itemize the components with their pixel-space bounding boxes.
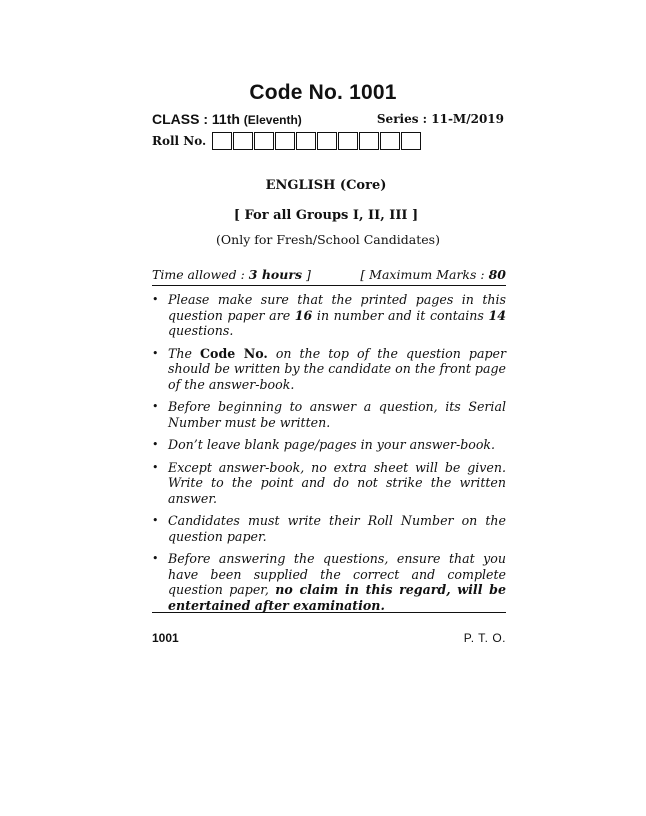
roll-number-box[interactable] (401, 132, 421, 150)
bullet-icon: • (152, 400, 159, 413)
marks-value: 80 (488, 267, 506, 282)
divider-top (152, 285, 506, 286)
instruction-text: Before beginning to answer a question, its Serial Number must be written. (168, 399, 506, 430)
subject-title: ENGLISH (Core) (265, 178, 387, 193)
roll-number-row (152, 131, 422, 151)
roll-number-box[interactable] (275, 132, 295, 150)
roll-number-box[interactable] (359, 132, 379, 150)
bullet-icon: • (152, 346, 159, 360)
instruction-emphasis: 14 (488, 307, 507, 323)
roll-number-box[interactable] (338, 132, 358, 150)
footer-code-number: 1001 (152, 631, 179, 645)
instruction-text: Before answering the questions, ensure that you have been supplied the correct and complete question paper, (168, 551, 506, 597)
divider-bottom (152, 612, 506, 613)
instruction-text: Except answer-book, no extra sheet will be given. Write to the point and do not strike the written answer. (168, 459, 506, 506)
maximum-marks: [ Maximum Marks : 80 (360, 267, 506, 282)
instruction-text: The (168, 345, 201, 361)
class-value: CLASS : 11th (152, 111, 240, 127)
instruction-emphasis: Code No. (200, 345, 268, 361)
instruction-text: questions. (168, 323, 234, 338)
candidates-note: (Only for Fresh/School Candidates) (216, 232, 440, 247)
instruction-item (152, 292, 506, 339)
instruction-emphasis: 16 (294, 307, 313, 323)
roll-number-box[interactable] (317, 132, 337, 150)
instruction-text: on the top of the question paper should be written by the candidate on the front page of the answer-book. (168, 345, 506, 392)
class-subtext: (Eleventh) (243, 113, 302, 127)
instruction-item (152, 460, 506, 507)
bullet-icon: • (152, 552, 159, 565)
bullet-icon: • (152, 293, 159, 306)
roll-number-boxes (212, 132, 422, 150)
instruction-text: Candidates must write their Roll Number on the question paper. (168, 513, 506, 544)
roll-number-box[interactable] (212, 132, 232, 150)
footer-pto: P. T. O. (463, 631, 506, 645)
code-number-title: Code No. 1001 (249, 81, 397, 104)
instructions-list (152, 292, 506, 620)
roll-number-box[interactable] (254, 132, 274, 150)
instruction-item (152, 513, 506, 544)
groups-line: [ For all Groups I, II, III ] (233, 208, 419, 223)
roll-number-box[interactable] (380, 132, 400, 150)
instruction-item (152, 551, 506, 613)
bullet-icon: • (152, 514, 159, 527)
roll-number-box[interactable] (296, 132, 316, 150)
instruction-text: in number and it contains (312, 307, 489, 323)
bullet-icon: • (152, 460, 159, 474)
time-marks-row (152, 267, 506, 282)
class-label (152, 111, 302, 127)
instruction-text: Please make sure that the printed pages in this question paper are (168, 292, 506, 323)
series-label: Series : 11-M/2019 (376, 112, 504, 126)
instruction-item (152, 346, 506, 393)
instruction-item (152, 399, 506, 430)
bullet-icon: • (152, 438, 159, 451)
instruction-item (152, 437, 506, 453)
time-allowed: Time allowed : 3 hours ] (152, 267, 311, 282)
time-value: 3 hours (248, 267, 302, 282)
roll-number-box[interactable] (233, 132, 253, 150)
instruction-text: Don’t leave blank page/pages in your answer-book. (168, 437, 496, 452)
instruction-emphasis: no claim in this regard, will be entertained after examination. (168, 582, 506, 613)
roll-number-label: Roll No. (152, 134, 207, 148)
